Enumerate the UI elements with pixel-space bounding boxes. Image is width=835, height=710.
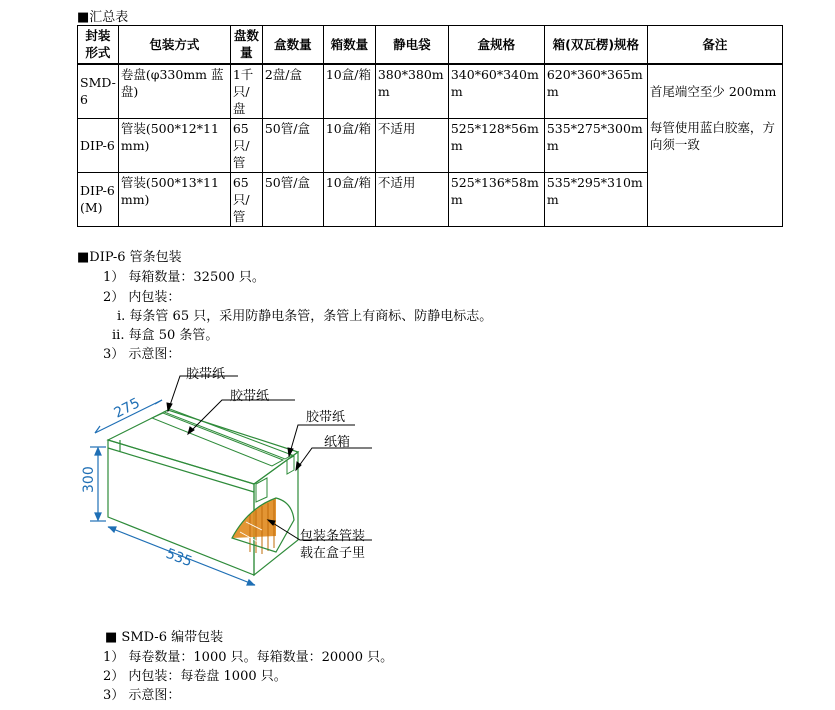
label-tape-top: 胶带纸 xyxy=(186,367,226,382)
header-box-spec: 盒规格 xyxy=(448,26,544,64)
cell-esd-bag: 不适用 xyxy=(375,172,448,226)
cell-reel-qty: 65只/管 xyxy=(230,172,262,226)
table-row xyxy=(78,64,783,119)
dip-item-2: 2） 内包装： xyxy=(103,290,181,305)
label-carton: 纸箱 xyxy=(324,435,351,450)
smd-item-3: 3） 示意图： xyxy=(103,688,181,703)
cell-box-spec: 340*60*340mm xyxy=(448,64,544,119)
cell-carton-qty: 10盒/箱 xyxy=(323,172,375,226)
cell-note: 首尾端空至少 200mm xyxy=(647,64,782,119)
header-reel-qty: 盘数量 xyxy=(230,26,262,64)
cell-pkg: DIP-6(M) xyxy=(78,172,119,226)
dip-item-3: 3） 示意图： xyxy=(103,347,181,362)
summary-title: ■汇总表 xyxy=(77,10,129,25)
cell-carton-qty: 10盒/箱 xyxy=(323,118,375,172)
table-row xyxy=(78,118,783,172)
dim-width-label: 275 xyxy=(111,395,143,422)
summary-table xyxy=(77,25,783,227)
smd-section-title: ■ SMD-6 编带包装 xyxy=(105,630,224,645)
cell-carton-spec: 535*275*300mm xyxy=(544,118,647,172)
header-method: 包装方式 xyxy=(118,26,230,64)
cell-pkg: SMD-6 xyxy=(78,64,119,119)
cell-method: 管装(500*13*11mm) xyxy=(118,172,230,226)
table-header-row xyxy=(78,26,783,64)
header-box-qty: 盒数量 xyxy=(262,26,323,64)
cell-carton-spec: 535*295*310mm xyxy=(544,172,647,226)
cell-box-qty: 2盘/盒 xyxy=(262,64,323,119)
header-carton-qty: 箱数量 xyxy=(323,26,375,64)
label-tape-side: 胶带纸 xyxy=(306,410,346,425)
cell-carton-qty: 10盒/箱 xyxy=(323,64,375,119)
cell-esd-bag: 不适用 xyxy=(375,118,448,172)
tape-strips xyxy=(152,409,294,502)
cell-box-spec: 525*136*58mm xyxy=(448,172,544,226)
dip-item-2-i: i. 每条管 65 只，采用防静电条管，条管上有商标、防静电标志。 xyxy=(117,309,493,324)
cell-reel-qty: 65只/管 xyxy=(230,118,262,172)
cell-box-spec: 525*128*56mm xyxy=(448,118,544,172)
label-inner-line2: 载在盒子里 xyxy=(300,546,366,561)
tube-bundle xyxy=(232,498,294,554)
cell-method: 卷盘(φ330mm 蓝盘) xyxy=(118,64,230,119)
dim-length-label: 535 xyxy=(163,545,195,571)
dip-item-1: 1） 每箱数量：32500 只。 xyxy=(103,270,265,285)
cell-box-qty: 50管/盒 xyxy=(262,172,323,226)
header-carton-spec: 箱(双瓦楞)规格 xyxy=(544,26,647,64)
header-note: 备注 xyxy=(647,26,782,64)
smd-item-1: 1） 每卷数量：1000 只。每箱数量：20000 只。 xyxy=(103,650,394,665)
label-inner-line1: 包装条管装 xyxy=(300,529,366,544)
dim-height-label: 300 xyxy=(81,466,97,493)
cell-box-qty: 50管/盒 xyxy=(262,118,323,172)
dip-item-2-ii: ii. 每盒 50 条管。 xyxy=(112,328,219,343)
dip-section-title: ■DIP-6 管条包装 xyxy=(77,250,182,265)
cell-pkg: DIP-6 xyxy=(78,118,119,172)
cell-method: 管装(500*12*11mm) xyxy=(118,118,230,172)
smd-item-2: 2） 内包装：每卷盘 1000 只。 xyxy=(103,669,287,684)
label-tape-middle: 胶带纸 xyxy=(230,389,270,404)
header-pkg: 封装形式 xyxy=(78,26,119,64)
header-esd-bag: 静电袋 xyxy=(375,26,448,64)
cell-note: 每管使用蓝白胶塞，方向须一致 xyxy=(647,118,782,226)
cell-carton-spec: 620*360*365mm xyxy=(544,64,647,119)
cell-esd-bag: 380*380mm xyxy=(375,64,448,119)
cell-reel-qty: 1千只/盘 xyxy=(230,64,262,119)
